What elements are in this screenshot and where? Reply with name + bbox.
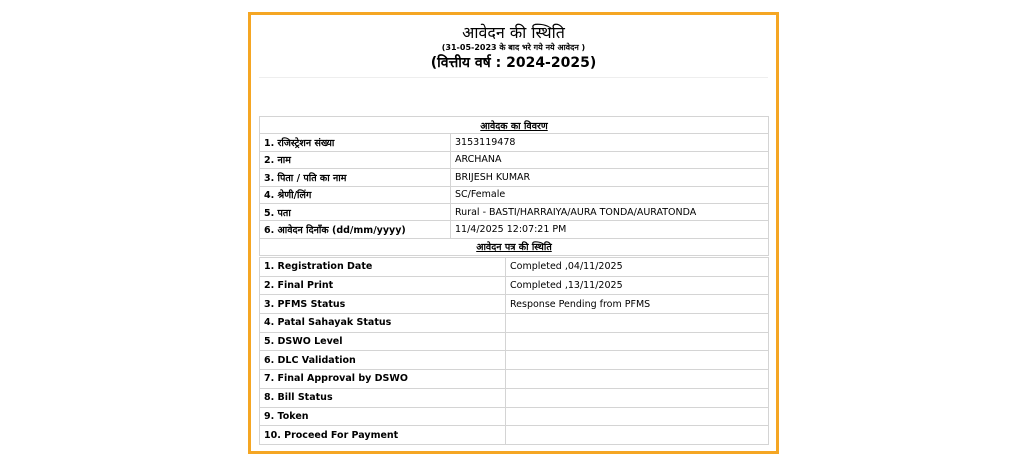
row-label: 6. DLC Validation — [260, 351, 506, 370]
row-value: BRIJESH KUMAR — [451, 169, 769, 186]
table-row — [260, 203, 769, 220]
row-value: Completed ,04/11/2025 — [506, 258, 769, 277]
row-value — [506, 388, 769, 407]
row-label: 3. पिता / पति का नाम — [260, 169, 451, 186]
table-row — [260, 426, 769, 445]
row-value: Response Pending from PFMS — [506, 295, 769, 314]
row-label: 7. Final Approval by DSWO — [260, 370, 506, 389]
table-row — [260, 258, 769, 277]
row-value — [506, 426, 769, 445]
row-value — [506, 314, 769, 333]
row-label: 10. Proceed For Payment — [260, 426, 506, 445]
row-value: 11/4/2025 12:07:21 PM — [451, 221, 769, 238]
row-label: 6. आवेदन दिनाँक (dd/mm/yyyy) — [260, 221, 451, 238]
table-row — [260, 221, 769, 238]
row-value: Completed ,13/11/2025 — [506, 276, 769, 295]
table-row — [260, 169, 769, 186]
row-value — [506, 332, 769, 351]
row-label: 4. श्रेणी/लिंग — [260, 186, 451, 203]
row-label: 2. नाम — [260, 151, 451, 168]
page-title: आवेदन की स्थिति — [462, 23, 565, 42]
row-value — [506, 370, 769, 389]
row-value: 3153119478 — [451, 134, 769, 151]
row-label: 2. Final Print — [260, 276, 506, 295]
row-label: 5. DSWO Level — [260, 332, 506, 351]
row-value — [506, 351, 769, 370]
row-value — [506, 407, 769, 426]
status-section-title: आवेदन पत्र की स्थिति — [260, 238, 769, 255]
table-row — [260, 407, 769, 426]
row-value: Rural - BASTI/HARRAIYA/AURA TONDA/AURATONDA — [451, 203, 769, 220]
application-status-table — [259, 257, 769, 445]
table-row — [260, 295, 769, 314]
row-label: 8. Bill Status — [260, 388, 506, 407]
table-row — [260, 370, 769, 389]
table-row — [260, 134, 769, 151]
row-value: SC/Female — [451, 186, 769, 203]
page-subtitle: (31-05-2023 के बाद भरे गये नये आवेदन ) — [441, 43, 586, 52]
table-row — [260, 151, 769, 168]
applicant-details-table — [259, 116, 769, 256]
row-label: 5. पता — [260, 203, 451, 220]
divider — [259, 77, 768, 78]
row-label: 1. Registration Date — [260, 258, 506, 277]
status-card — [248, 12, 779, 454]
table-row — [260, 332, 769, 351]
row-value: ARCHANA — [451, 151, 769, 168]
fiscal-year: (वित्तीय वर्ष : 2024-2025) — [430, 55, 597, 71]
table-row — [260, 276, 769, 295]
table-row — [260, 186, 769, 203]
row-label: 3. PFMS Status — [260, 295, 506, 314]
row-label: 4. Patal Sahayak Status — [260, 314, 506, 333]
table-row — [260, 351, 769, 370]
row-label: 9. Token — [260, 407, 506, 426]
table-row — [260, 388, 769, 407]
row-label: 1. रजिस्ट्रेशन संख्या — [260, 134, 451, 151]
applicant-section-title: आवेदक का विवरण — [260, 117, 769, 134]
table-row — [260, 314, 769, 333]
